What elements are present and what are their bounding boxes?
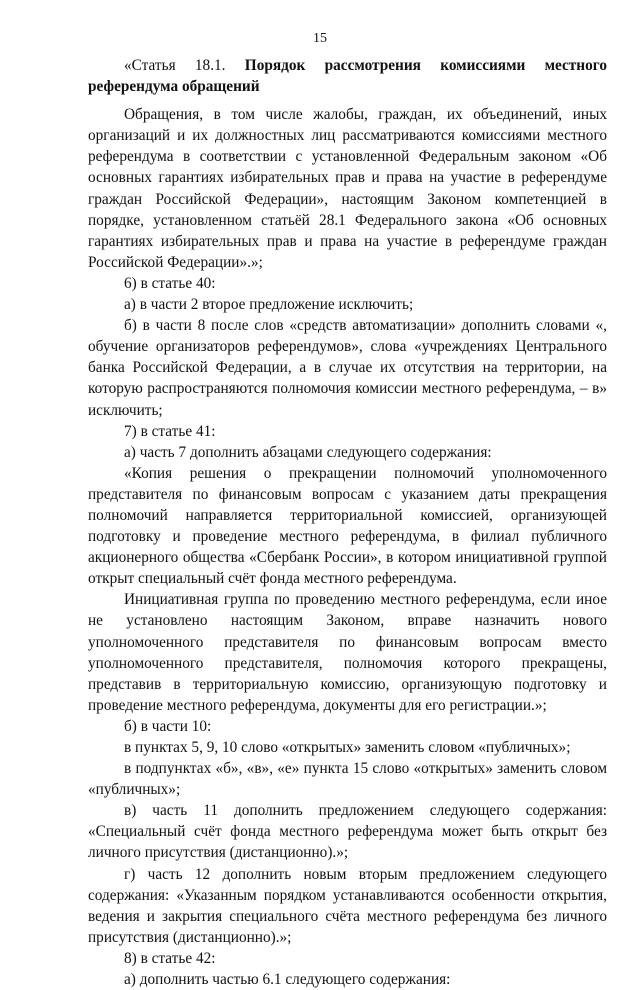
item-8-article-42: 8) в статье 42: — [124, 949, 216, 967]
item-7-article-41: 7) в статье 41: — [124, 422, 216, 440]
item-6a: а) в части 2 второе предложение исключить; — [124, 296, 414, 314]
item-7a: а) часть 7 дополнить абзацами следующего содержания: — [124, 443, 492, 461]
item-7v: в) часть 11 дополнить предложением следующего содержания: «Специальный счёт фонда местного референдума может быть открыт без личного присутствия (дистанционно).»; — [88, 802, 607, 862]
page-number: 15 — [313, 31, 327, 46]
article-heading — [88, 55, 607, 97]
article-prefix: «Статья 18.1. — [124, 57, 226, 74]
item-8a: а) дополнить частью 6.1 следующего содержания: — [124, 971, 451, 989]
paragraph-appeals: Обращения, в том числе жалобы, граждан, их объединений, иных организаций и их должностных лиц рассматриваются комиссиями местного референдума в соответствии с установленной Федеральным законом «Об основных гарантиях избирательных прав и права на участие в референдуме граждан Российской Федерации», настоящим Законом компетенцией в порядке, установленном статьёй 28.1 Федерального закона «Об основных гарантиях избирательных прав и права на участие в референдуме граждан Российской Федерации».»; — [88, 106, 607, 271]
quote-initiative-group: Инициативная группа по проведению местного референдума, если иное не установлено настоящим Законом, вправе назначить нового уполномоченного представителя по финансовым вопросам вместо уполномоченного представителя, полномочия которого прекращены, представив в территориальную комиссию, организующую подготовку и проведение местного референдума, документы для его регистрации.»; — [88, 591, 607, 714]
item-7b-points: в пунктах 5, 9, 10 слово «открытых» заменить словом «публичных»; — [124, 739, 571, 756]
item-7b-subpoints: в подпунктах «б», «в», «е» пункта 15 слово «открытых» заменить словом «публичных»; — [88, 760, 607, 799]
item-6b: б) в части 8 после слов «средств автоматизации» дополнить словами «, обучение организаторов референдумов», слова «учреждениях Центрального банка Российской Федерации, а в случае их отсутствия на территории, на которую распространяются полномочия комиссии местного референдума, – в» исключить; — [88, 317, 607, 419]
item-7g: г) часть 12 дополнить новым вторым предложением следующего содержания: «Указанным порядком устанавливаются особенности открытия, ведения и закрытия специального счёта местного референдума без личного присутствия (дистанционно).»; — [88, 865, 607, 946]
quote-copy-decision: «Копия решения о прекращении полномочий уполномоченного представителя по финансовым вопросам с указанием даты прекращения полномочий направляется территориальной комиссией, организующей подготовку и проведение местного референдума, в филиал публичного акционерного общества «Сбербанк России», в котором инициативной группой открыт специальный счёт фонда местного референдума. — [88, 464, 607, 588]
item-6-article-40: 6) в статье 40: — [124, 274, 216, 292]
article-title: Порядок рассмотрения комиссиями местного референдума обращений — [88, 57, 607, 96]
document-body — [88, 55, 607, 990]
item-7b: б) в части 10: — [124, 717, 212, 735]
